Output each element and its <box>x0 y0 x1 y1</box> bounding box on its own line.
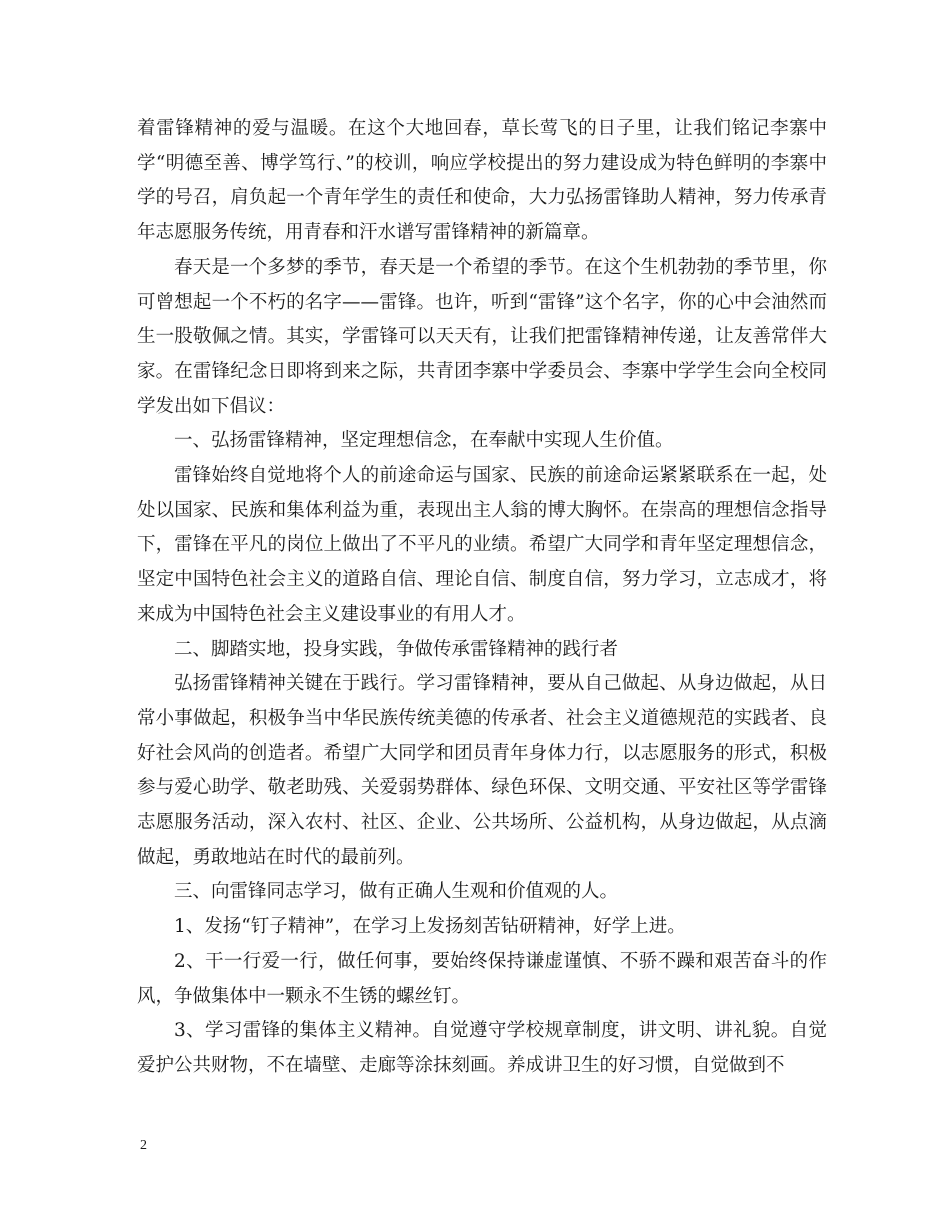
heading-section-three: 三、向雷锋同志学习，做有正确人生观和价值观的人。 <box>174 881 619 903</box>
paragraph-continuation: 着雷锋精神的爱与温暖。在这个大地回春，草长莺飞的日子里，让我们铭记李寨中学“明德至善、博学笃行、”的校训，响应学校提出的努力建设成为特色鲜明的李寨中学的号召，肩负起一个青年学生的责任和使命，大力弘扬雷锋助人精神，努力传承青年志愿服务传统，用青春和汗水谱写雷锋精神的新篇章。 <box>137 118 827 244</box>
heading-section-one: 一、弘扬雷锋精神，坚定理想信念，在奉献中实现人生价值。 <box>174 430 674 452</box>
list-item-1: 1、发扬“钉子精神”，在学习上发扬刻苦钻研精神，好学上进。 <box>174 916 686 938</box>
document-body <box>137 112 827 1084</box>
paragraph-practice: 弘扬雷锋精神关键在于践行。学习雷锋精神，要从自己做起、从身边做起，从日常小事做起，积极争当中华民族传统美德的传承者、社会主义道德规范的实践者、良好社会风尚的创造者。希望广大同学和团员青年身体力行，以志愿服务的形式，积极参与爱心助学、敬老助残、关爱弱势群体、绿色环保、文明交通、平安社区等学雷锋志愿服务活动，深入农村、社区、企业、公共场所、公益机构，从身边做起，从点滴做起，勇敢地站在时代的最前列。 <box>137 673 827 868</box>
list-item-3: 3、学习雷锋的集体主义精神。自觉遵守学校规章制度，讲文明、讲礼貌。自觉爱护公共财物，不在墙壁、走廊等涂抹刻画。养成讲卫生的好习惯，自觉做到不 <box>137 1020 827 1076</box>
paragraph-spring: 春天是一个多梦的季节，春天是一个希望的季节。在这个生机勃勃的季节里，你可曾想起一个不朽的名字——雷锋。也许，听到“雷锋”这个名字，你的心中会油然而生一股敬佩之情。其实，学雷锋可以天天有，让我们把雷锋精神传递，让友善常伴大家。在雷锋纪念日即将到来之际，共青团李寨中学委员会、李寨中学学生会向全校同学发出如下倡议： <box>137 256 827 417</box>
page-number: 2 <box>140 1138 147 1153</box>
list-item-2: 2、干一行爱一行，做任何事，要始终保持谦虚谨慎、不骄不躁和艰苦奋斗的作风，争做集体中一颗永不生锈的螺丝钉。 <box>137 950 827 1007</box>
heading-section-two: 二、脚踏实地，投身实践，争做传承雷锋精神的践行者 <box>174 638 619 660</box>
paragraph-ideals: 雷锋始终自觉地将个人的前途命运与国家、民族的前途命运紧紧联系在一起，处处以国家、民族和集体利益为重，表现出主人翁的博大胸怀。在崇高的理想信念指导下，雷锋在平凡的岗位上做出了不平凡的业绩。希望广大同学和青年坚定理想信念，坚定中国特色社会主义的道路自信、理论自信、制度自信，努力学习，立志成才，将来成为中国特色社会主义建设事业的有用人才。 <box>137 465 827 625</box>
